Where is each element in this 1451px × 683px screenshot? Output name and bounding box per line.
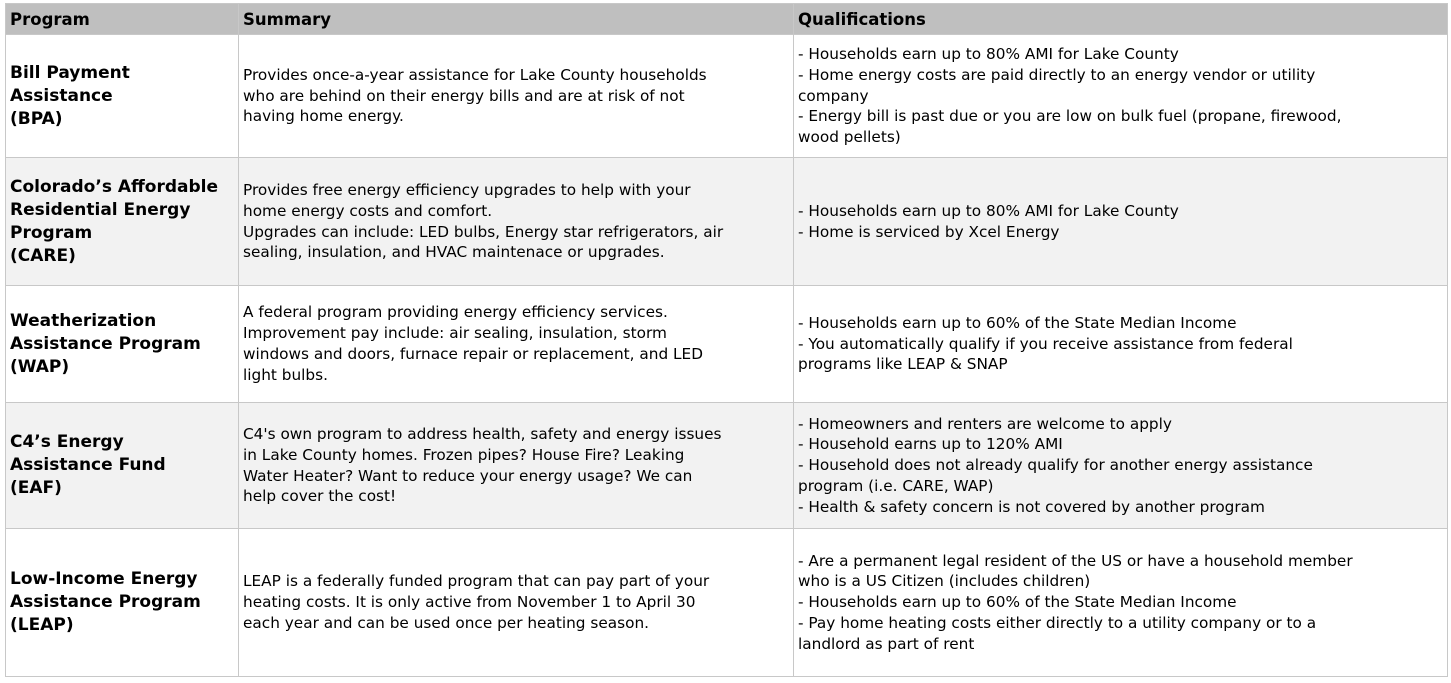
- program-summary: A federal program providing energy efficiency services. Improvement pay include: air sealing, insulation, storm windows and doors, furnace repair or replacement, and LED light bulbs.: [239, 286, 794, 403]
- header-qualifications: Qualifications: [794, 4, 1448, 35]
- table-row-leap: [6, 529, 1448, 677]
- program-qualifications: - Households earn up to 80% AMI for Lake County - Home is serviced by Xcel Energy: [794, 158, 1448, 286]
- program-qualifications: - Are a permanent legal resident of the US or have a household member who is a US Citizen (includes children) - Households earn up to 60% of the State Median Income - Pay home heating costs either directly to a utility company or to a landlord as part of rent: [794, 529, 1448, 677]
- program-summary: C4's own program to address health, safety and energy issues in Lake County homes. Frozen pipes? House Fire? Leaking Water Heater? Want to reduce your energy usage? We can help cover the cost!: [239, 403, 794, 529]
- program-summary: LEAP is a federally funded program that can pay part of your heating costs. It is only active from November 1 to April 30 each year and can be used once per heating season.: [239, 529, 794, 677]
- header-summary: Summary: [239, 4, 794, 35]
- program-name: Low-Income Energy Assistance Program (LEAP): [6, 529, 239, 677]
- table-row-eaf: [6, 403, 1448, 529]
- program-summary: Provides free energy efficiency upgrades to help with your home energy costs and comfort. Upgrades can include: LED bulbs, Energy star refrigerators, air sealing, insulation, and HVAC maintenace or upgrades.: [239, 158, 794, 286]
- header-row: [6, 4, 1448, 35]
- table-row-care: [6, 158, 1448, 286]
- table-row-wap: [6, 286, 1448, 403]
- program-name: Bill Payment Assistance (BPA): [6, 35, 239, 158]
- header-program: Program: [6, 4, 239, 35]
- program-name: C4’s Energy Assistance Fund (EAF): [6, 403, 239, 529]
- program-summary: Provides once-a-year assistance for Lake County households who are behind on their energy bills and are at risk of not having home energy.: [239, 35, 794, 158]
- program-qualifications: - Households earn up to 60% of the State Median Income - You automatically qualify if you receive assistance from federal programs like LEAP & SNAP: [794, 286, 1448, 403]
- program-qualifications: - Households earn up to 80% AMI for Lake County - Home energy costs are paid directly to an energy vendor or utility company - Energy bill is past due or you are low on bulk fuel (propane, firewood, wood pellets): [794, 35, 1448, 158]
- program-name: Colorado’s Affordable Residential Energy Program (CARE): [6, 158, 239, 286]
- programs-table: [5, 3, 1448, 677]
- table-row-bpa: [6, 35, 1448, 158]
- program-name: Weatherization Assistance Program (WAP): [6, 286, 239, 403]
- program-qualifications: - Homeowners and renters are welcome to apply - Household earns up to 120% AMI - Household does not already qualify for another energy assistance program (i.e. CARE, WAP) - Health & safety concern is not covered by another program: [794, 403, 1448, 529]
